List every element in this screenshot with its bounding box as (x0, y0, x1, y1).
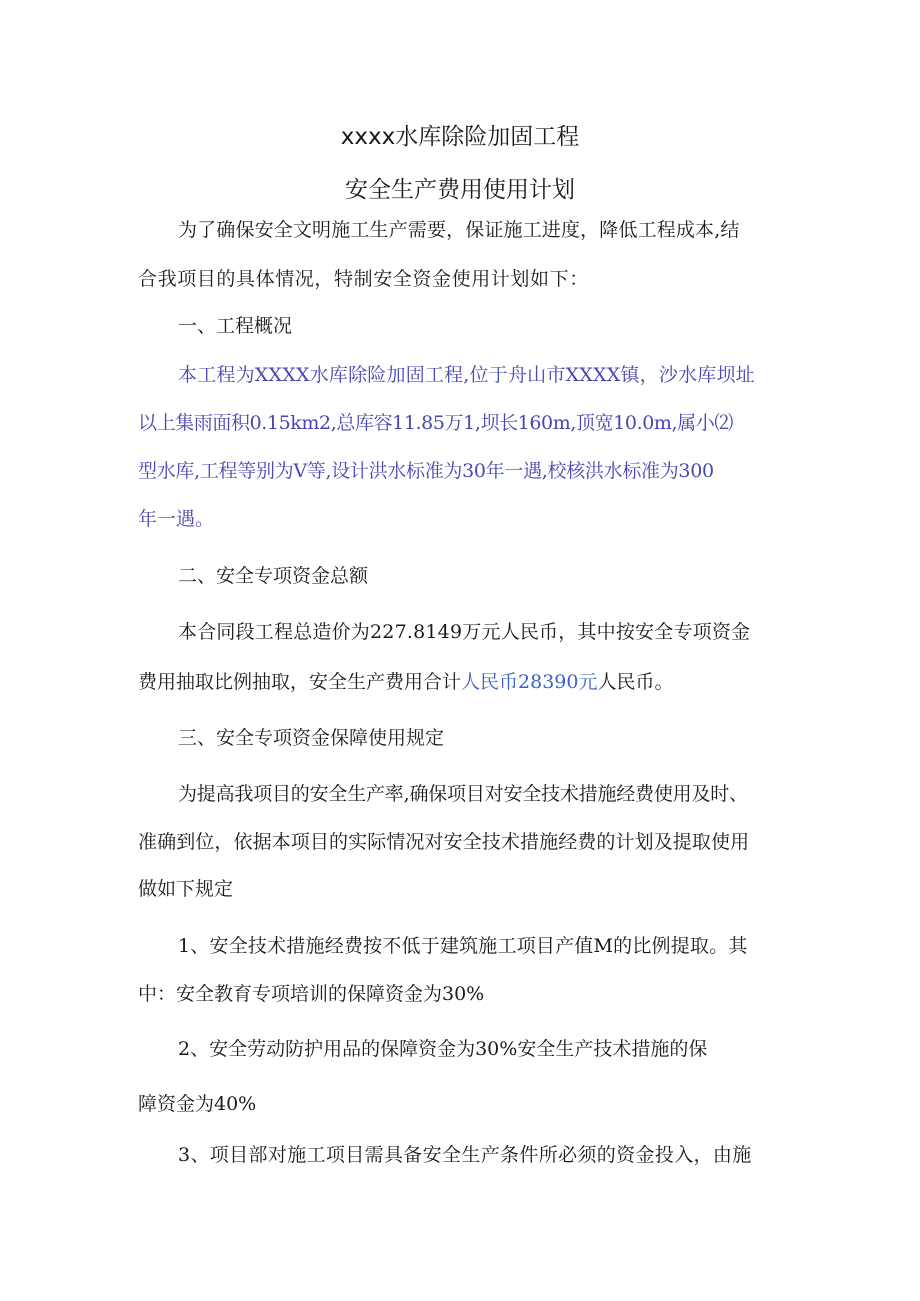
section-1-line-3: 型水库,工程等别为V等,设计洪水标准为30年一遇,校核洪水标准为300 (138, 460, 714, 482)
section-1-line-4: 年一遇。 (138, 508, 215, 530)
document-title: xxxx水库除险加固工程 (340, 124, 580, 150)
section-1-line-1: 本工程为XXXX水库除险加固工程,位于舟山市XXXX镇，沙水库坝址 (178, 364, 755, 386)
rule-1-line-1: 1、安全技术措施经费按不低于建筑施工项目产值M的比例提取。其 (178, 935, 748, 957)
section-3-line-3: 做如下规定 (138, 878, 234, 900)
section-1-line-2: 以上集雨面积0.15km2,总库容11.85万1,坝长160m,顶宽10.0m,属小⑵ (138, 412, 733, 434)
section-1-heading: 一、工程概况 (178, 315, 293, 337)
intro-line-1: 为了确保安全文明施工生产需要，保证施工进度，降低工程成本,结 (178, 219, 740, 241)
section-3-heading: 三、安全专项资金保障使用规定 (178, 727, 445, 749)
section-2-line-2 (138, 673, 673, 692)
safety-fund-amount: 人民币28390元 (461, 671, 598, 693)
section-2-heading: 二、安全专项资金总额 (178, 565, 369, 587)
intro-line-2: 合我项目的具体情况，特制安全资金使用计划如下： (138, 268, 589, 290)
rule-1-line-2: 中：安全教育专项培训的保障资金为30% (138, 983, 485, 1005)
section-3-line-2: 准确到位，依据本项目的实际情况对安全技术措施经费的计划及提取使用 (138, 831, 750, 853)
rule-2-line-2: 障资金为40% (138, 1093, 257, 1115)
document-subtitle: 安全生产费用使用计划 (345, 177, 575, 203)
section-3-line-1: 为提高我项目的安全生产率,确保项目对安全技术措施经费使用及时、 (178, 783, 748, 805)
rule-3-line-1: 3、项目部对施工项目需具备安全生产条件所必须的资金投入，由施 (178, 1144, 752, 1166)
section-2-line-2-tail: 人民币。 (597, 671, 674, 693)
rule-2-line-1: 2、安全劳动防护用品的保障资金为30%安全生产技术措施的保 (178, 1038, 708, 1060)
section-2-line-2-text: 费用抽取比例抽取，安全生产费用合计 (138, 671, 462, 693)
section-2-line-1: 本合同段工程总造价为227.8149万元人民币，其中按安全专项资金 (178, 621, 751, 643)
